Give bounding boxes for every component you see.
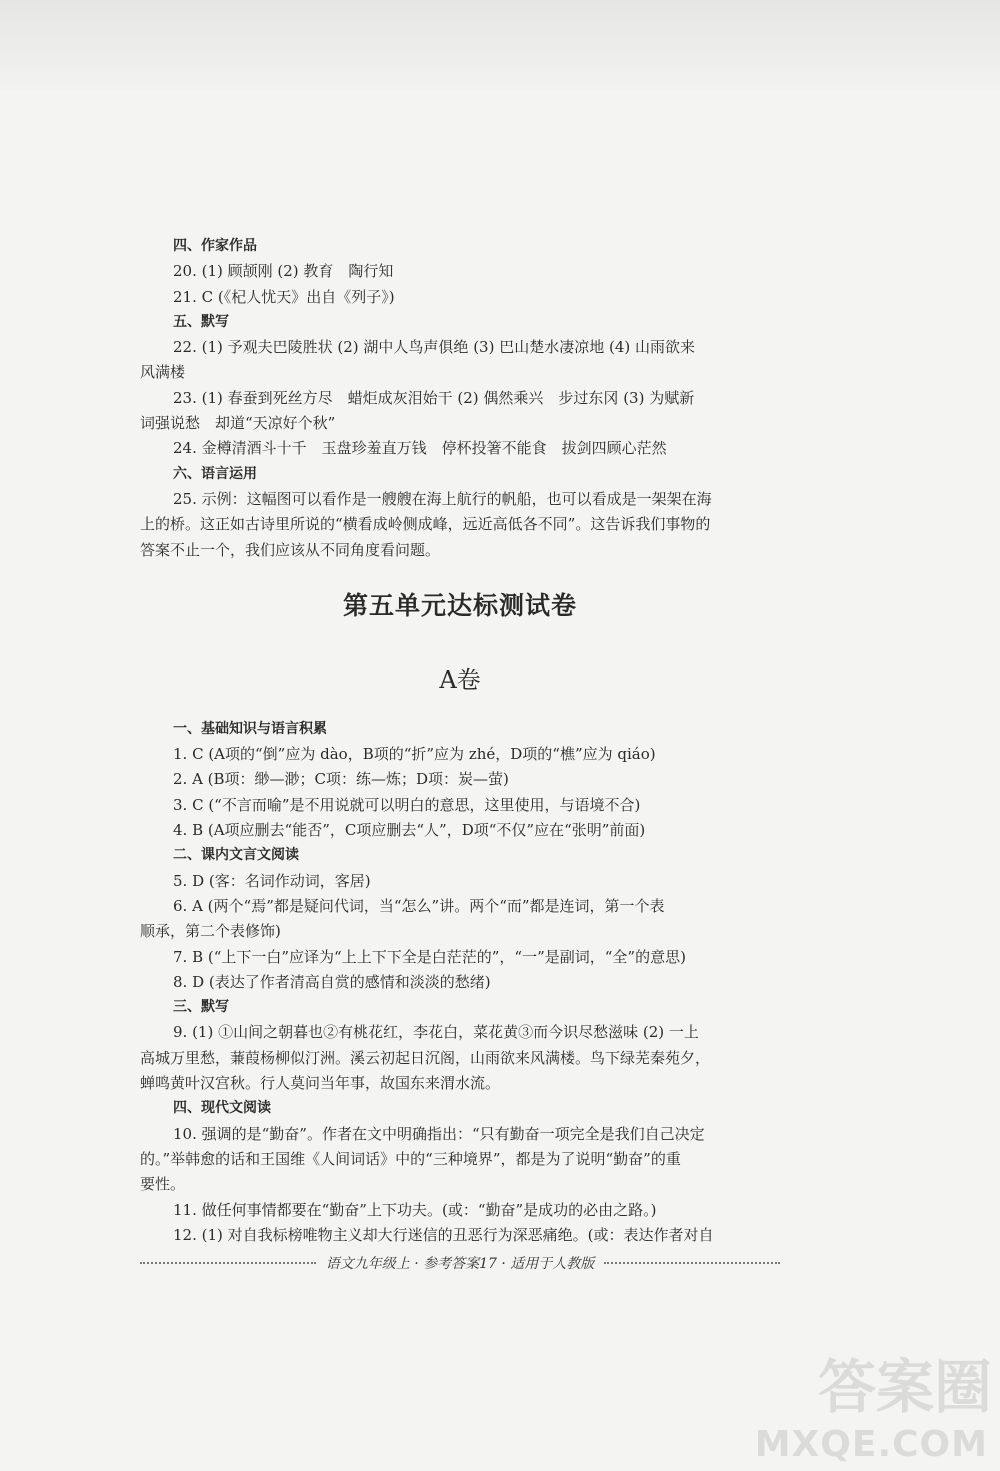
scan-top-strip bbox=[0, 0, 1000, 90]
watermark bbox=[742, 1340, 992, 1465]
answer-9-line1: 9. (1) ①山间之朝暮也②有桃花红，李花白，菜花黄③而今识尽愁滋味 (2) 一上 bbox=[173, 1023, 699, 1042]
answer-23-line1: 23. (1) 春蚕到死丝方尽 蜡炬成灰泪始干 (2) 偶然乘兴 步过东冈 (3) 为赋新 bbox=[173, 388, 695, 407]
answer-20: 20. (1) 顾颉刚 (2) 教育 陶行知 bbox=[173, 262, 394, 281]
section-heading-modern-reading: 四、现代文阅读 bbox=[173, 1100, 271, 1117]
answer-2: 2. A (B项：缈—渺；C项：练—炼；D项：炭—萤) bbox=[173, 770, 509, 789]
answer-6-line2: 顺承，第二个表修饰) bbox=[140, 922, 281, 941]
answer-12: 12. (1) 对自我标榜唯物主义却大行迷信的丑恶行为深恶痛绝。(或：表达作者对自 bbox=[173, 1225, 714, 1244]
footer-text: 语文九年级上 · 参考答案17 · 适用于人教版 bbox=[325, 1256, 595, 1272]
answer-10-line2: 的。”举韩愈的话和王国维《人间词话》中的“三种境界”，都是为了说明“勤奋”的重 bbox=[140, 1149, 681, 1168]
answer-11: 11. 做任何事情都要在“勤奋”上下功夫。(或：“勤奋”是成功的必由之路。) bbox=[173, 1200, 657, 1219]
answer-4: 4. B (A项应删去“能否”，C项应删去“人”，D项“不仅”应在“张明”前面) bbox=[173, 821, 646, 840]
section-heading-language-use: 六、语言运用 bbox=[173, 465, 257, 482]
section-heading-dictation-a: 三、默写 bbox=[173, 999, 229, 1016]
unit-test-title: 第五单元达标测试卷 bbox=[342, 590, 577, 620]
answer-8: 8. D (表达了作者清高自赏的感情和淡淡的愁绪) bbox=[173, 972, 491, 991]
watermark-url: MXQE.COM bbox=[754, 1424, 988, 1465]
answer-25-line1: 25. 示例：这幅图可以看作是一艘艘在海上航行的帆船，也可以看成是一架架在海 bbox=[173, 489, 712, 508]
answer-7: 7. B (“上下一白”应译为“上上下下全是白茫茫的”，“一”是副词，“全”的意思) bbox=[173, 947, 686, 966]
section-heading-dictation: 五、默写 bbox=[173, 313, 229, 330]
answer-25-line3: 答案不止一个，我们应该从不同角度看问题。 bbox=[140, 540, 441, 559]
answer-content bbox=[140, 234, 780, 1248]
page-footer bbox=[140, 1253, 780, 1273]
answer-22-line2: 风满楼 bbox=[140, 363, 186, 382]
answer-1: 1. C (A项的“倒”应为 dào，B项的“折”应为 zhé，D项的“樵”应为 qiáo) bbox=[173, 745, 656, 764]
answer-23-line2: 词强说愁 却道“天凉好个秋” bbox=[140, 414, 336, 433]
answer-10-line3: 要性。 bbox=[140, 1175, 186, 1194]
answer-5: 5. D (客：名词作动词，客居) bbox=[173, 871, 371, 890]
answer-9-line2: 高城万里愁，蒹葭杨柳似汀洲。溪云初起日沉阁，山雨欲来风满楼。鸟下绿芜秦苑夕， bbox=[140, 1048, 711, 1067]
answer-6-line1: 6. A (两个“焉”都是疑问代词，当“怎么”讲。两个“而”都是连词，第一个表 bbox=[173, 896, 665, 915]
paper-a-title: A卷 bbox=[439, 665, 481, 694]
answer-9-line3: 蝉鸣黄叶汉宫秋。行人莫问当年事，故国东来渭水流。 bbox=[140, 1074, 501, 1093]
answer-24: 24. 金樽清酒斗十千 玉盘珍羞直万钱 停杯投箸不能食 拔剑四顾心茫然 bbox=[173, 439, 667, 458]
footer-dots-left bbox=[140, 1262, 316, 1264]
section-heading-basics: 一、基础知识与语言积累 bbox=[173, 720, 327, 737]
watermark-logo: 答案圈 bbox=[817, 1353, 992, 1421]
answer-21: 21. C (《杞人忧天》出自《列子》) bbox=[173, 287, 395, 306]
answer-10-line1: 10. 强调的是“勤奋”。作者在文中明确指出：“只有勤奋一项完全是我们自己决定 bbox=[173, 1124, 705, 1143]
section-heading-classical-reading: 二、课内文言文阅读 bbox=[173, 847, 299, 864]
answer-3: 3. C (“不言而喻”是不用说就可以明白的意思，这里使用，与语境不合) bbox=[173, 795, 641, 814]
answer-22-line1: 22. (1) 予观夫巴陵胜状 (2) 湖中人鸟声俱绝 (3) 巴山楚水凄凉地 (4) 山雨欲来 bbox=[173, 338, 695, 357]
section-heading-authors: 四、作家作品 bbox=[173, 238, 257, 254]
footer-dots-right bbox=[604, 1262, 780, 1264]
answer-25-line2: 上的桥。这正如古诗里所说的“横看成岭侧成峰，远近高低各不同”。这告诉我们事物的 bbox=[140, 515, 711, 534]
